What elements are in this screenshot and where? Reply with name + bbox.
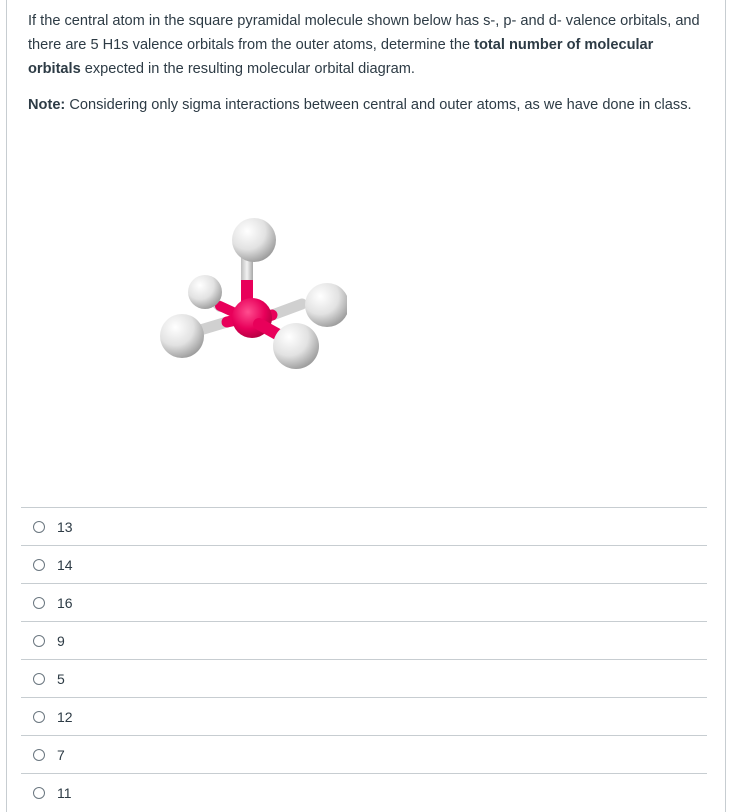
answer-option[interactable] — [21, 545, 707, 583]
square-pyramidal-molecule-image — [147, 212, 347, 377]
radio-button[interactable] — [33, 597, 45, 609]
note-text: Considering only sigma interactions between central and outer atoms, as we have done in class. — [65, 97, 692, 113]
radio-button[interactable] — [33, 711, 45, 723]
answer-option[interactable] — [21, 621, 707, 659]
answer-label: 13 — [57, 518, 73, 535]
answer-option[interactable] — [21, 583, 707, 621]
question-card — [6, 0, 726, 812]
answer-option[interactable] — [21, 507, 707, 545]
radio-button[interactable] — [33, 787, 45, 799]
answer-option[interactable] — [21, 735, 707, 773]
note-label: Note: — [28, 97, 66, 113]
question-text — [28, 9, 708, 117]
radio-button[interactable] — [33, 521, 45, 533]
radio-button[interactable] — [33, 635, 45, 647]
question-prompt-end: expected in the resulting molecular orbital diagram. — [80, 61, 415, 77]
question-prompt-start: If the central atom in the square pyramidal molecule shown below has s-, p- and d- valence orbitals, and there are 5 H1s valence orbitals from the outer atoms, determine the — [28, 13, 700, 53]
radio-button[interactable] — [33, 749, 45, 761]
answer-list — [21, 507, 707, 811]
answer-label: 11 — [57, 784, 72, 801]
question-prompt — [28, 9, 708, 81]
answer-label: 5 — [57, 670, 65, 687]
question-prompt-bold: total number of molecular orbitals — [28, 37, 654, 77]
answer-option[interactable] — [21, 697, 707, 735]
answer-label: 12 — [57, 708, 73, 725]
outer-atom-front-right — [259, 323, 319, 369]
answer-option[interactable] — [21, 773, 707, 811]
answer-label: 7 — [57, 746, 65, 763]
answer-label: 14 — [57, 556, 73, 573]
answer-label: 9 — [57, 632, 65, 649]
radio-button[interactable] — [33, 673, 45, 685]
answer-label: 16 — [57, 594, 73, 611]
radio-button[interactable] — [33, 559, 45, 571]
answer-option[interactable] — [21, 659, 707, 697]
question-note — [28, 93, 708, 117]
outer-atom-top — [232, 218, 276, 306]
outer-atom-back-left — [188, 275, 233, 312]
